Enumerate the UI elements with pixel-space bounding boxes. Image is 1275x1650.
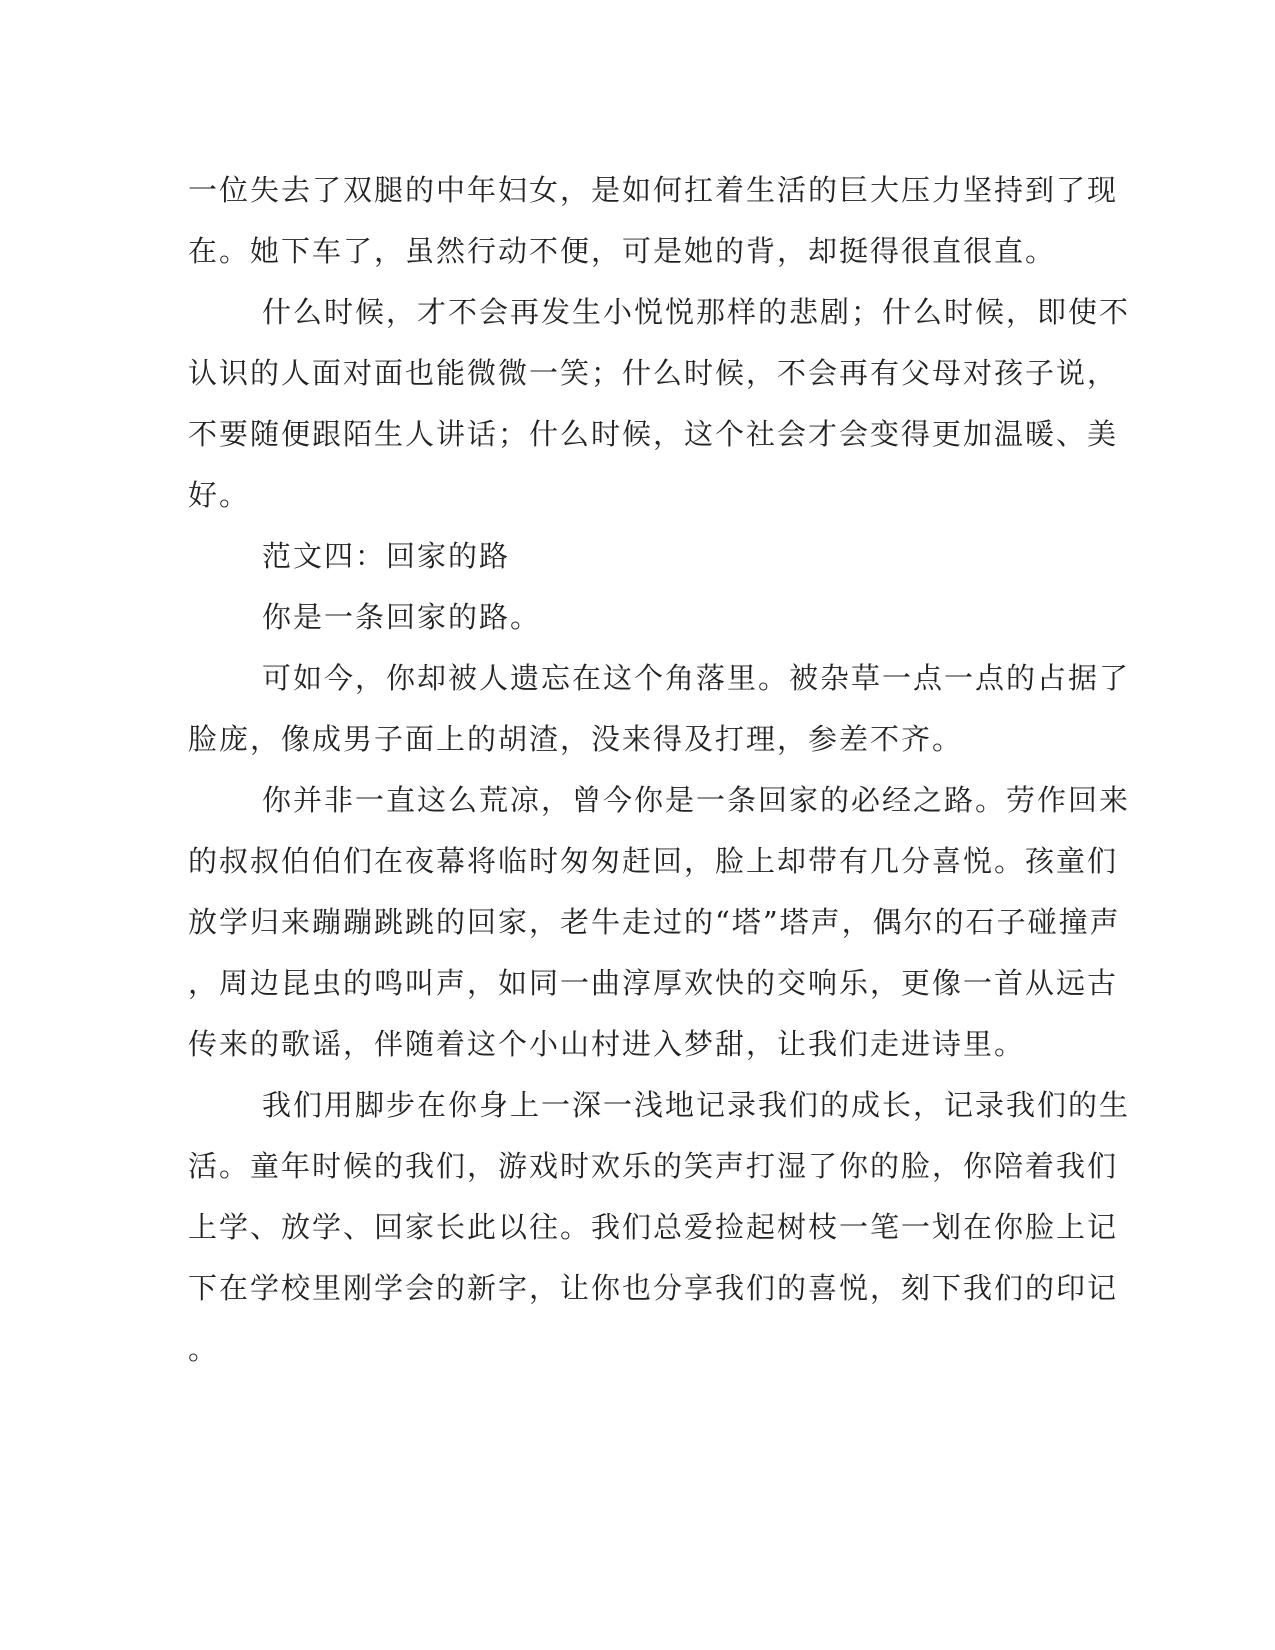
text-line: 我们用脚步在你身上一深一浅地记录我们的成长，记录我们的生 xyxy=(262,1088,1131,1122)
text-line: 。 xyxy=(188,1332,220,1366)
text-line: 的叔叔伯伯们在夜幕将临时匆匆赶回，脸上却带有几分喜悦。孩童们 xyxy=(188,844,1119,878)
text-line: 上学、放学、回家长此以往。我们总爱捡起树枝一笔一划在你脸上记 xyxy=(188,1210,1119,1244)
text-line: 你是一条回家的路。 xyxy=(262,600,542,634)
text-line: 脸庞，像成男子面上的胡渣，没来得及打理，参差不齐。 xyxy=(188,722,964,756)
text-line: 活。童年时候的我们，游戏时欢乐的笑声打湿了你的脸，你陪着我们 xyxy=(188,1149,1119,1183)
text-line: 好。 xyxy=(188,478,251,512)
body-text xyxy=(188,160,1131,1380)
text-line: 你并非一直这么荒凉，曾今你是一条回家的必经之路。劳作回来 xyxy=(262,783,1131,817)
text-line: 什么时候，才不会再发生小悦悦那样的悲剧；什么时候，即使不 xyxy=(262,295,1131,329)
text-line: 认识的人面对面也能微微一笑；什么时候，不会再有父母对孩子说， xyxy=(188,356,1119,390)
text-line: 在。她下车了，虽然行动不便，可是她的背，却挺得很直很直。 xyxy=(188,234,1057,268)
text-line: 传来的歌谣，伴随着这个小山村进入梦甜，让我们走进诗里。 xyxy=(188,1027,1026,1061)
text-line: 放学归来蹦蹦跳跳的回家，老牛走过的“塔”塔声，偶尔的石子碰撞声 xyxy=(188,905,1121,939)
text-line: 不要随便跟陌生人讲话；什么时候，这个社会才会变得更加温暖、美 xyxy=(188,417,1119,451)
text-line: 范文四：回家的路 xyxy=(262,539,511,573)
text-line: ，周边昆虫的鸣叫声，如同一曲淳厚欢快的交响乐，更像一首从远古 xyxy=(188,966,1119,1000)
text-line: 下在学校里刚学会的新字，让你也分享我们的喜悦，刻下我们的印记 xyxy=(188,1271,1119,1305)
text-line: 一位失去了双腿的中年妇女，是如何扛着生活的巨大压力坚持到了现 xyxy=(188,173,1119,207)
text-line: 可如今，你却被人遗忘在这个角落里。被杂草一点一点的占据了 xyxy=(262,661,1131,695)
